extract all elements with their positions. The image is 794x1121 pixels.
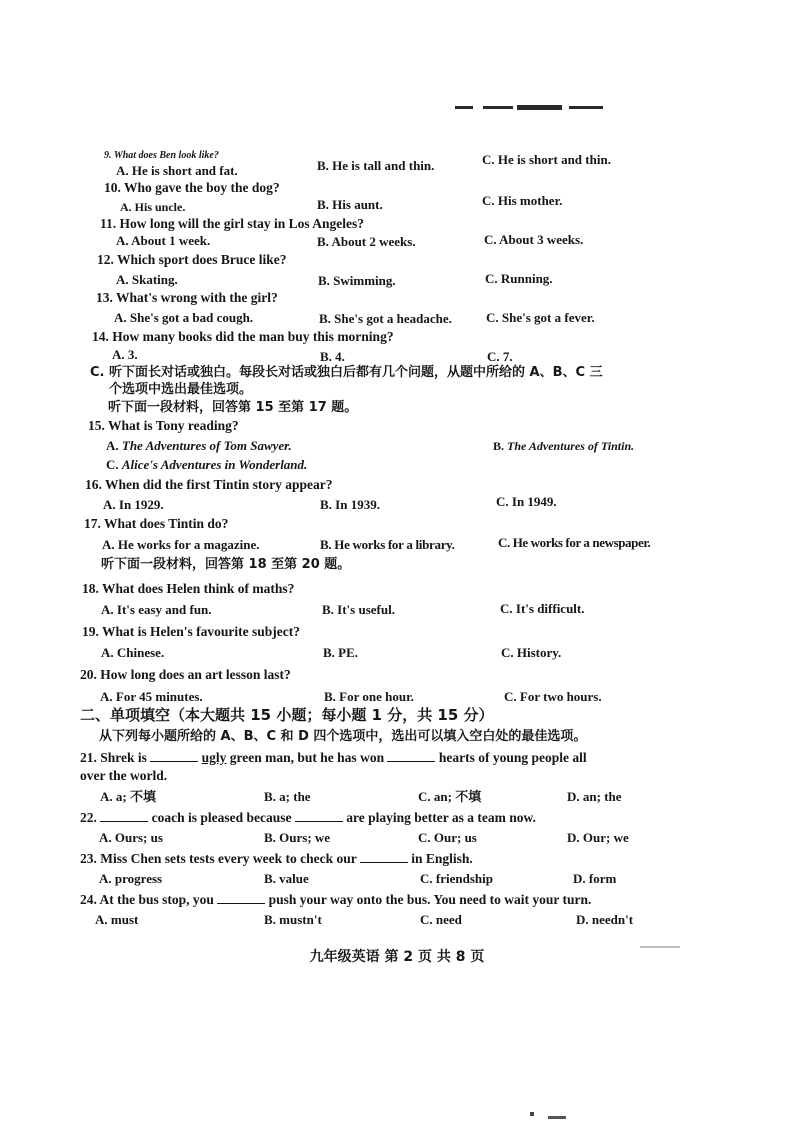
q9-option-c: C. He is short and thin.	[482, 152, 611, 167]
section-2-instruction: 从下列每小题所给的 A、B、C 和 D 四个选项中，选出可以填入空白处的最佳选项。	[99, 729, 587, 744]
q22-stem-part-1: 22.	[80, 810, 97, 825]
q15-option-b-title: The Adventures of Tintin.	[507, 439, 635, 453]
q19-option-c: C. History.	[501, 645, 562, 660]
q10-option-a: A. His uncle.	[120, 200, 186, 214]
q24-option-a: A. must	[95, 912, 139, 927]
q14-stem: 14. How many books did the man buy this morning?	[92, 329, 394, 344]
section-c-instruction: C. 听下面长对话或独白。每段长对话或独白后都有几个问题，从题中所给的 A、B、C 三	[90, 365, 603, 380]
q23-stem-part-2: in English.	[411, 851, 473, 866]
q22-blank-1	[100, 809, 148, 822]
q10-stem: 10. Who gave the boy the dog?	[104, 180, 280, 195]
q19-option-a: A. Chinese.	[101, 645, 165, 660]
q20-option-a: A. For 45 minutes.	[100, 689, 203, 704]
q21-stem-part-3: green man, but he has won	[229, 750, 385, 765]
q14-option-a: A. 3.	[112, 347, 138, 362]
q21-stem	[80, 749, 587, 766]
q11-option-b: B. About 2 weeks.	[317, 234, 416, 249]
q17-stem: 17. What does Tintin do?	[84, 516, 229, 531]
q19-option-b: B. PE.	[323, 645, 359, 660]
q20-option-c: C. For two hours.	[504, 689, 602, 704]
section-c-subinstruction-1: 听下面一段材料，回答第 15 至第 17 题。	[108, 400, 358, 415]
q24-blank	[217, 891, 265, 904]
q24-stem-part-2: push your way onto the bus. You need to wait your turn.	[268, 892, 592, 907]
scan-speck	[530, 1112, 534, 1116]
section-2-title: 二、单项填空（本大题共 15 小题；每小题 1 分，共 15 分）	[80, 706, 494, 724]
section-c-subinstruction-2: 听下面一段材料，回答第 18 至第 20 题。	[101, 557, 351, 572]
q18-stem: 18. What does Helen think of maths?	[82, 581, 295, 596]
q13-option-a: A. She's got a bad cough.	[114, 310, 254, 325]
q20-option-b: B. For one hour.	[324, 689, 414, 704]
q15-option-c	[106, 457, 307, 473]
q11-stem: 11. How long will the girl stay in Los Angeles?	[100, 216, 365, 231]
q22-option-c: C. Our; us	[418, 830, 477, 845]
q22-stem-part-3: are playing better as a team now.	[346, 810, 536, 825]
page-footer: 九年级英语 第 2 页 共 8 页	[309, 949, 485, 965]
q22-stem	[80, 809, 536, 826]
q15-option-a	[106, 438, 292, 454]
q21-stem-part-1: 21. Shrek is	[80, 750, 147, 765]
q16-option-a: A. In 1929.	[103, 497, 164, 512]
q15-option-b-letter: B.	[493, 439, 508, 453]
q22-option-a: A. Ours; us	[99, 830, 163, 845]
q21-blank-2	[387, 749, 435, 762]
q14-option-c: C. 7.	[487, 349, 513, 364]
q21-stem-cont: over the world.	[80, 768, 168, 783]
q18-option-c: C. It's difficult.	[500, 601, 585, 616]
q12-option-c: C. Running.	[485, 271, 553, 286]
q15-option-b	[493, 438, 634, 454]
q24-option-c: C. need	[420, 912, 462, 927]
q24-stem	[80, 891, 591, 908]
q22-stem-part-2: coach is pleased because	[151, 810, 292, 825]
q12-stem: 12. Which sport does Bruce like?	[97, 252, 287, 267]
q23-stem	[80, 850, 473, 867]
q21-blank-1	[150, 749, 198, 762]
q20-stem: 20. How long does an art lesson last?	[80, 667, 291, 682]
q15-option-c-title: Alice's Adventures in Wonderland.	[121, 457, 308, 472]
q22-blank-2	[295, 809, 343, 822]
q15-stem: 15. What is Tony reading?	[88, 418, 239, 433]
q13-option-c: C. She's got a fever.	[486, 310, 595, 325]
q13-stem: 13. What's wrong with the girl?	[96, 290, 278, 305]
q11-option-c: C. About 3 weeks.	[484, 232, 584, 247]
q24-stem-part-1: 24. At the bus stop, you	[80, 892, 214, 907]
q23-option-c: C. friendship	[420, 871, 493, 886]
q23-option-b: B. value	[264, 871, 309, 886]
q16-option-c: C. In 1949.	[496, 494, 557, 509]
q15-option-c-letter: C.	[106, 457, 122, 472]
q15-option-a-letter: A.	[106, 438, 122, 453]
scan-speck	[548, 1116, 566, 1119]
q18-option-b: B. It's useful.	[322, 602, 395, 617]
q12-option-a: A. Skating.	[116, 272, 178, 287]
q11-option-a: A. About 1 week.	[116, 233, 211, 248]
q13-option-b: B. She's got a headache.	[319, 311, 452, 326]
scan-artifact	[455, 104, 605, 112]
q21-stem-part-4: hearts of young people all	[438, 750, 587, 765]
q15-option-a-title: The Adventures of Tom Sawyer.	[121, 438, 292, 453]
q23-blank	[360, 850, 408, 863]
q22-option-b: B. Ours; we	[264, 830, 331, 845]
q10-option-c: C. His mother.	[482, 193, 563, 208]
q21-option-a: A. a; 不填	[100, 789, 156, 804]
scan-speck	[640, 946, 680, 948]
q23-option-a: A. progress	[99, 871, 163, 886]
q19-stem: 19. What is Helen's favourite subject?	[82, 624, 300, 639]
q10-option-b: B. His aunt.	[317, 197, 383, 212]
q16-option-b: B. In 1939.	[320, 497, 380, 512]
q17-option-c: C. He works for a newspaper.	[498, 535, 651, 550]
q21-option-b: B. a; the	[264, 789, 311, 804]
q9-stem: 9. What does Ben look like?	[104, 150, 219, 161]
q21-stem-part-2: ugly	[201, 750, 227, 765]
q21-option-c: C. an; 不填	[418, 789, 482, 804]
q9-option-a: A. He is short and fat.	[116, 163, 238, 178]
section-c-instruction-cont: 个选项中选出最佳选项。	[109, 382, 253, 397]
q24-option-b: B. mustn't	[264, 912, 322, 927]
q17-option-b: B. He works for a library.	[320, 537, 455, 552]
q22-option-d: D. Our; we	[567, 830, 629, 845]
q9-option-b: B. He is tall and thin.	[317, 158, 435, 173]
q14-option-b: B. 4.	[320, 349, 345, 364]
q23-option-d: D. form	[573, 871, 617, 886]
q12-option-b: B. Swimming.	[318, 273, 396, 288]
q16-stem: 16. When did the first Tintin story appear?	[85, 477, 333, 492]
q24-option-d: D. needn't	[576, 912, 634, 927]
q23-stem-part-1: 23. Miss Chen sets tests every week to check our	[80, 851, 357, 866]
q18-option-a: A. It's easy and fun.	[101, 602, 212, 617]
q17-option-a: A. He works for a magazine.	[102, 537, 260, 552]
q21-option-d: D. an; the	[567, 789, 622, 804]
